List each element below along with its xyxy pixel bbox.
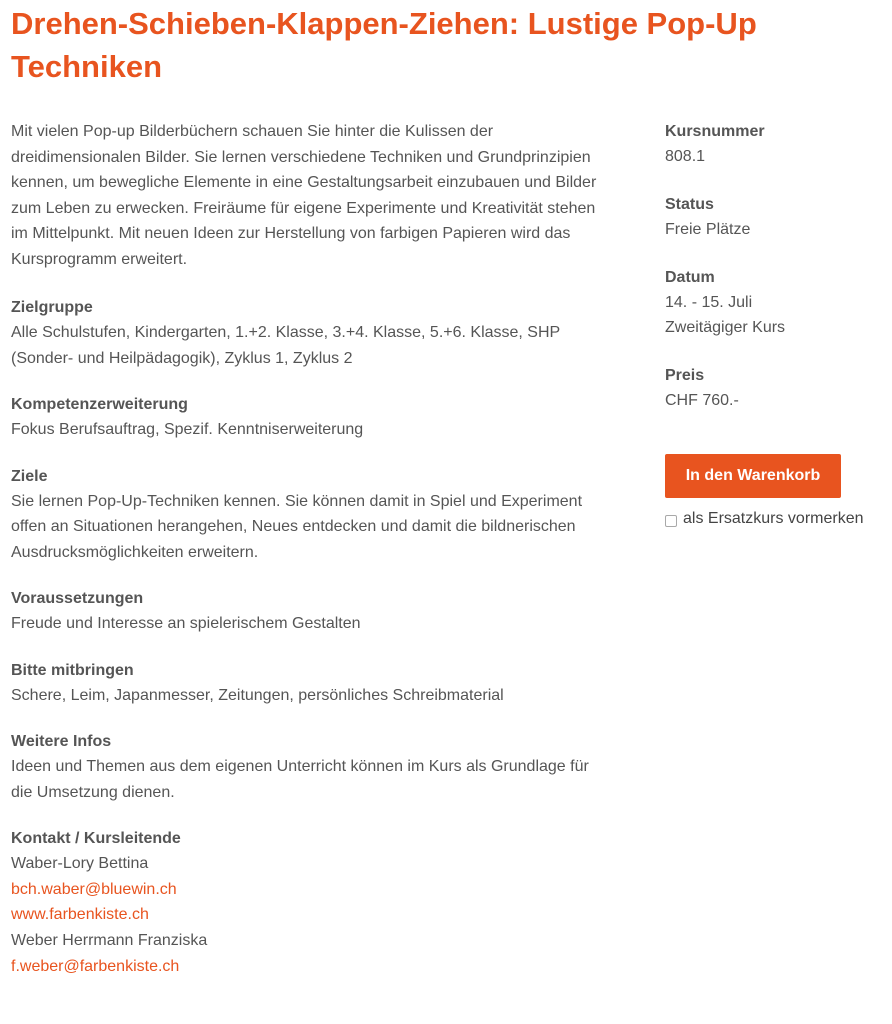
duration-value: Zweitägiger Kurs — [665, 319, 786, 336]
section-heading: Voraussetzungen — [11, 590, 144, 607]
course-number-block — [665, 119, 885, 169]
section-heading: Bitte mitbringen — [11, 661, 134, 679]
section-zielgruppe — [11, 295, 611, 371]
contact-website-link[interactable]: www.farbenkiste.ch — [11, 906, 149, 924]
status-block — [665, 192, 885, 242]
price-value: CHF 760.- — [665, 392, 739, 409]
contact-person-1: Waber-Lory Bettina — [11, 855, 149, 872]
section-kompetenzerweiterung — [11, 392, 611, 443]
course-number-label: Kursnummer — [665, 123, 765, 140]
section-voraussetzungen — [11, 586, 611, 637]
section-text: Sie lernen Pop-Up-Techniken kennen. Sie können damit in Spiel und Experiment offen an Situationen herangehen, Neues entdecken und damit die bildnerischen Ausdrucksmöglichkeiten erweitern. — [11, 492, 583, 561]
contact-person-2: Weber Herrmann Franziska — [11, 932, 208, 950]
reserve-option[interactable] — [665, 507, 864, 531]
course-number-value: 808.1 — [665, 148, 706, 165]
date-block — [665, 265, 885, 340]
reserve-checkbox[interactable] — [665, 515, 677, 527]
section-heading: Kontakt / Kursleitende — [11, 830, 181, 847]
price-label: Preis — [665, 367, 705, 384]
contact-email-1-link[interactable]: bch.waber@bluewin.ch — [11, 880, 177, 898]
section-heading: Kompetenzerweiterung — [11, 396, 188, 413]
section-heading: Weitere Infos — [11, 733, 112, 750]
add-to-cart-button[interactable]: In den Warenkorb — [665, 454, 841, 498]
section-text: Ideen und Themen aus dem eigenen Unterricht können im Kurs als Grundlage für die Umsetzung dienen. — [11, 758, 589, 801]
section-heading: Ziele — [11, 467, 48, 485]
status-value: Freie Plätze — [665, 221, 751, 238]
section-text: Fokus Berufsauftrag, Spezif. Kenntniserweiterung — [11, 421, 364, 438]
intro-text: Mit vielen Pop-up Bilderbüchern schauen Sie hinter die Kulissen der dreidimensionalen Bilder. Sie lernen verschiedene Techniken und Grundprinzipien kennen, um bewegliche Elemente in eine Gestaltungsarbeit einzubauen und Bilder zum Leben zu erwecken. Freiräume für eigene Experimente und Kreativität stehen im Mittelpunkt. Mit neuen Ideen zur Herstellung von farbigen Papieren wird das Kursprogramm erweitert. — [11, 123, 597, 268]
date-value: 14. - 15. Juli — [665, 294, 753, 311]
section-weitere-infos — [11, 729, 611, 805]
section-text: Schere, Leim, Japanmesser, Zeitungen, persönliches Schreibmaterial — [11, 686, 504, 704]
reserve-label: als Ersatzkurs vormerken — [683, 510, 864, 527]
section-text: Freude und Interesse an spielerischem Gestalten — [11, 615, 361, 632]
section-bitte-mitbringen — [11, 658, 611, 709]
section-heading: Zielgruppe — [11, 299, 93, 316]
contact-email-2-link[interactable]: f.weber@farbenkiste.ch — [11, 957, 180, 975]
page-title: Drehen-Schieben-Klappen-Ziehen: Lustige Pop-Up Techniken — [11, 6, 757, 84]
status-label: Status — [665, 196, 714, 213]
price-block — [665, 363, 885, 413]
section-kontakt — [11, 826, 611, 980]
date-label: Datum — [665, 269, 715, 286]
course-description — [11, 119, 611, 1001]
section-ziele — [11, 464, 611, 566]
section-text: Alle Schulstufen, Kindergarten, 1.+2. Klasse, 3.+4. Klasse, 5.+6. Klasse, SHP (Sonder- und Heilpädagogik), Zyklus 1, Zyklus 2 — [11, 324, 560, 367]
course-info-sidebar — [665, 119, 885, 436]
